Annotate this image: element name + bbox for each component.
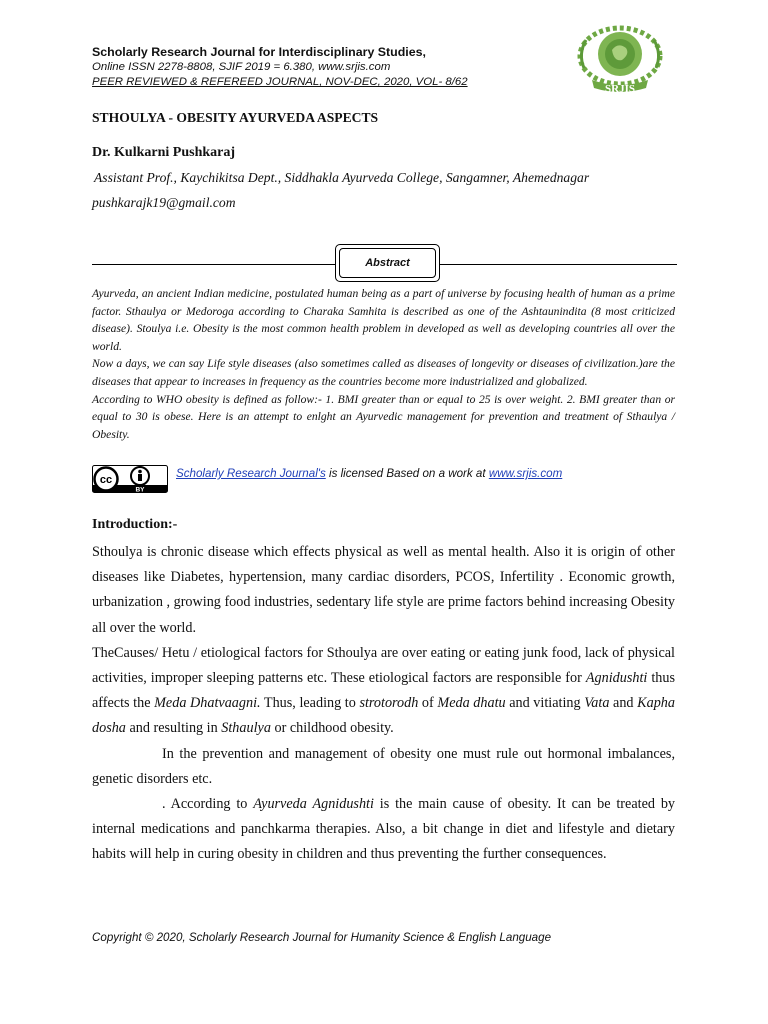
term-agnidushti: Agnidushti <box>585 670 648 687</box>
journal-link[interactable]: Scholarly Research Journal's <box>176 467 326 480</box>
term-sthaulya: Sthaulya <box>221 720 271 737</box>
intro-p2-text-c: Thus, leading to <box>260 695 360 712</box>
abstract-heading: Abstract <box>339 248 436 278</box>
intro-p2-text-h: or childhood obesity. <box>270 720 394 737</box>
intro-paragraph-4 <box>92 792 675 868</box>
cc-by-badge-icon[interactable] <box>92 465 168 493</box>
license-row <box>92 465 682 497</box>
author-email: pushkarajk19@gmail.com <box>92 195 236 210</box>
intro-paragraph-3: In the prevention and management of obesity one must rule out hormonal imbalances, genetic disorders etc. <box>92 745 675 787</box>
term-vata: Vata <box>584 695 610 712</box>
intro-p2-text-a: TheCauses/ Hetu / etiological factors for Sthoulya are over eating or eating junk food, lack of physical activities, improper sleeping patterns etc. These etiological factors are responsible for <box>92 644 675 687</box>
term-ayurveda-agnidushti: Ayurveda Agnidushti <box>253 796 374 813</box>
term-kapha-dosha: Kapha dosha <box>92 695 675 737</box>
license-text <box>176 467 562 480</box>
intro-paragraph-2 <box>92 641 675 742</box>
abstract-text <box>92 285 675 443</box>
intro-p2-text-d: of <box>418 695 438 712</box>
intro-p4-text-b: is the main cause of obesity. It can be treated by internal medications and panchkarma therapies. Also, a bit change in diet and lifestyle and dietary habits will help in curing obesity in children and thus preventing the further consequences. <box>92 796 676 863</box>
abstract-paragraph-3: According to WHO obesity is defined as follow:- 1. BMI greater than or equal to 25 is over weight. 2. BMI greater than or equal to 30 is obese. Here is an attempt to enlght an Ayurvedic management for prevention and treatment of Sthaulya / Obesity. <box>92 392 675 441</box>
author-name: Dr. Kulkarni Pushkaraj <box>92 145 236 160</box>
article-title: STHOULYA - OBESITY AYURVEDA ASPECTS <box>92 110 379 125</box>
intro-p4-text-a: . According to <box>162 796 254 813</box>
abstract-rule-left <box>92 264 335 265</box>
srjis-logo <box>572 22 668 98</box>
logo-text: SRJIS <box>605 83 635 95</box>
issn-line: Online ISSN 2278-8808, SJIF 2019 = 6.380, www.srjis.com <box>92 61 391 73</box>
intro-p2-text-e: and vitiating <box>505 695 585 712</box>
abstract-heading-box <box>335 244 440 282</box>
copyright-footer: Copyright © 2020, Scholarly Research Journal for Humanity Science & English Language <box>92 931 552 944</box>
intro-p2-text-f: and <box>609 695 638 712</box>
license-middle-text: is licensed Based on a work at <box>325 467 489 480</box>
intro-p2-text-b: thus affects the <box>92 670 675 712</box>
intro-p2-text-g: and resulting in <box>125 720 222 737</box>
author-affiliation: Assistant Prof., Kaychikitsa Dept., Siddhakla Ayurveda College, Sangamner, Ahemednagar <box>94 170 590 185</box>
cc-label: cc <box>99 474 113 486</box>
peer-review-line: PEER REVIEWED & REFEREED JOURNAL, NOV-DEC, 2020, VOL- 8/62 <box>92 76 468 88</box>
by-label: BY <box>135 486 145 493</box>
abstract-paragraph-1: Ayurveda, an ancient Indian medicine, postulated human being as a part of universe by focusing health of human as a prime factor. Sthaulya or Medoroga according to Charaka Samhita is described as one of the Ashtaunindita (8 most criticized disease). Stoulya i.e. Obesity is the most common health problem in developed as well as developing countries all over the world. <box>92 287 675 353</box>
intro-paragraph-1: Sthoulya is chronic disease which effects physical as well as mental health. Also it is origin of other diseases like Diabetes, hypertension, many cardiac disorders, PCOS, Infertility . Economic growth, urbanization , growing food industries, sedentary life style are prime factors behind increasing Obesity all over the world. <box>92 544 675 636</box>
term-meda-dhatu: Meda dhatu <box>437 695 506 712</box>
srjis-website-link[interactable]: www.srjis.com <box>488 467 563 480</box>
abstract-rule-right <box>440 264 677 265</box>
journal-header <box>92 44 562 90</box>
introduction-heading: Introduction:- <box>92 517 178 532</box>
journal-name: Scholarly Research Journal for Interdisciplinary Studies, <box>92 45 426 59</box>
introduction-body <box>92 540 675 868</box>
term-strotorodh: strotorodh <box>359 695 419 712</box>
abstract-paragraph-2: Now a days, we can say Life style diseases (also sometimes called as diseases of longevity or diseases of civilization.)are the diseases that appear to increases in frequency as the countries become more industrialized and globalized. <box>92 357 675 388</box>
term-meda-dhatvaagni: Meda Dhatvaagni. <box>154 695 261 712</box>
